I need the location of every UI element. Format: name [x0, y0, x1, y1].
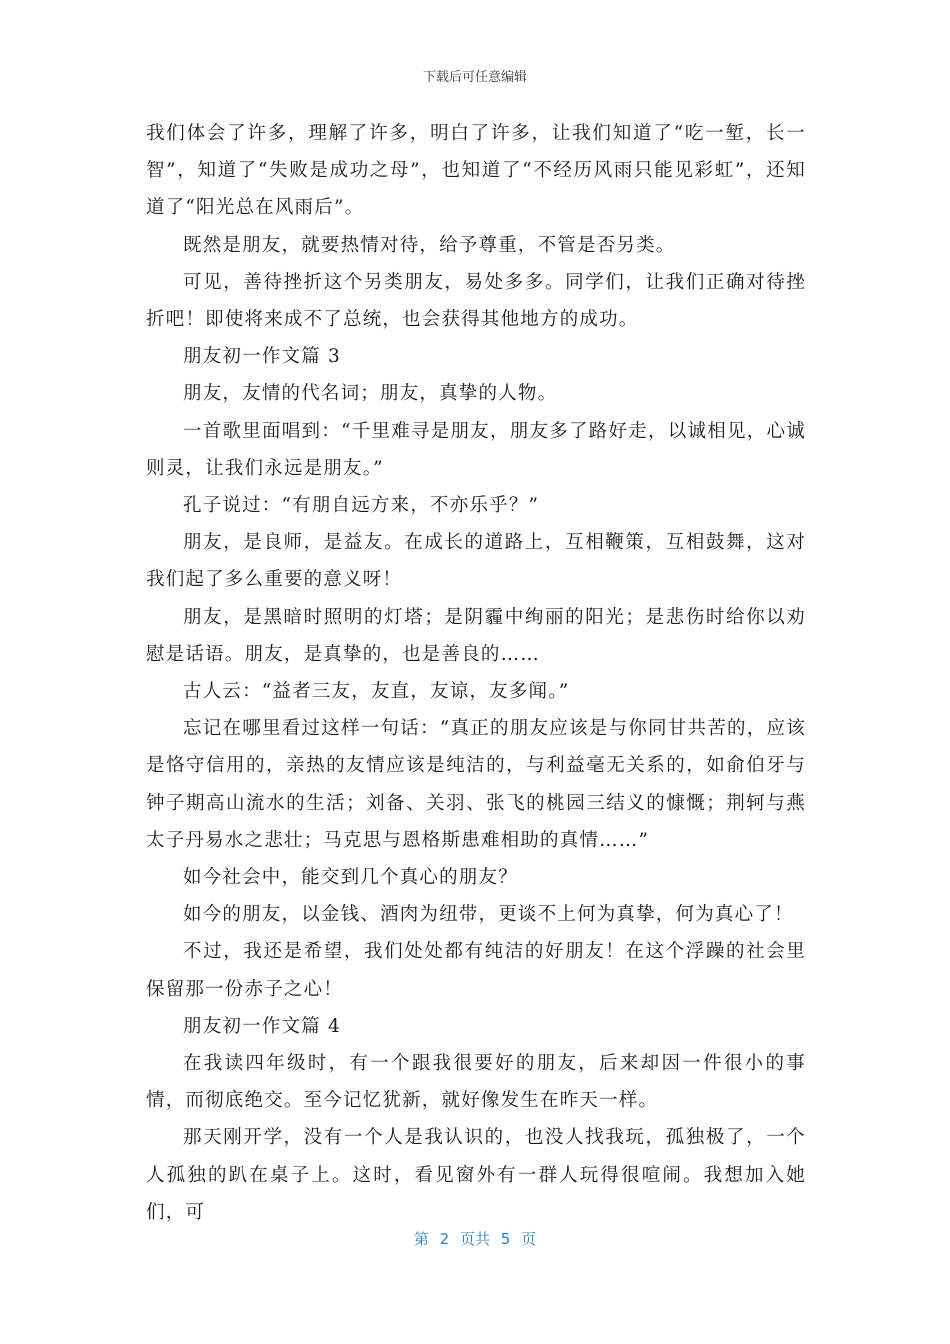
paragraph: 朋友，是黑暗时照明的灯塔；是阴霾中绚丽的阳光；是悲伤时给你以劝慰是话语。朋友，是真挚的，也是善良的…… [146, 606, 806, 665]
paragraph: 如今的朋友，以金钱、酒肉为纽带，更谈不上何为真挚，何为真心了！ [183, 904, 794, 926]
section-heading: 朋友初一作文篇 4 [183, 1015, 341, 1037]
paragraph: 朋友，友情的代名词；朋友，真挚的人物。 [183, 383, 558, 405]
paragraph: 那天刚开学，没有一个人是我认识的，也没人找我玩，孤独极了，一个人孤独的趴在桌子上。这时，看见窗外有一群人玩得很喧闹。我想加入她们，可 [146, 1127, 806, 1223]
paragraph: 不过，我还是希望，我们处处都有纯洁的好朋友！在这个浮躁的社会里保留那一份赤子之心！ [146, 941, 806, 1000]
section-heading: 朋友初一作文篇 3 [183, 346, 341, 368]
page-footer: 第 2 页共 5 页 [413, 1230, 537, 1248]
paragraph: 如今社会中，能交到几个真心的朋友？ [183, 867, 518, 889]
page-header: 下载后可任意编辑 [422, 70, 527, 85]
paragraph: 忘记在哪里看过这样一句话：“真正的朋友应该是与你同甘共苦的，应该是恪守信用的，亲热的友情应该是纯洁的，与利益毫无关系的，如俞伯牙与钟子期高山流水的生活；刘备、关羽、张飞的桃园三结义的慷慨；荆轲与燕太子丹易水之悲壮；马克思与恩格斯患难相助的真情……” [146, 718, 806, 851]
paragraph: 在我读四年级时，有一个跟我很要好的朋友，后来却因一件很小的事情，而彻底绝交。至今记忆犹新，就好像发生在昨天一样。 [146, 1053, 806, 1112]
paragraph: 可见，善待挫折这个另类朋友，易处多多。同学们，让我们正确对待挫折吧！即使将来成不了总统，也会获得其他地方的成功。 [146, 271, 806, 331]
paragraph: 孔子说过：“有朋自远方来，不亦乐乎？” [183, 495, 540, 517]
paragraph: 我们体会了许多，理解了许多，明白了许多，让我们知道了“吃一堑，长一智”，知道了“失败是成功之母”，也知道了“不经历风雨只能见彩虹”，还知道了“阳光总在风雨后”。 [146, 123, 806, 219]
paragraph: 古人云：“益者三友，友直，友谅，友多闻。” [183, 681, 570, 703]
paragraph: 既然是朋友，就要热情对待，给予尊重，不管是否另类。 [183, 234, 676, 256]
document-body [146, 115, 806, 1231]
paragraph: 一首歌里面唱到：“千里难寻是朋友，朋友多了路好走，以诚相见，心诚则灵，让我们永远是朋友。” [146, 420, 806, 479]
paragraph: 朋友，是良师，是益友。在成长的道路上，互相鞭策，互相鼓舞，这对我们起了多么重要的意义呀！ [146, 532, 806, 591]
